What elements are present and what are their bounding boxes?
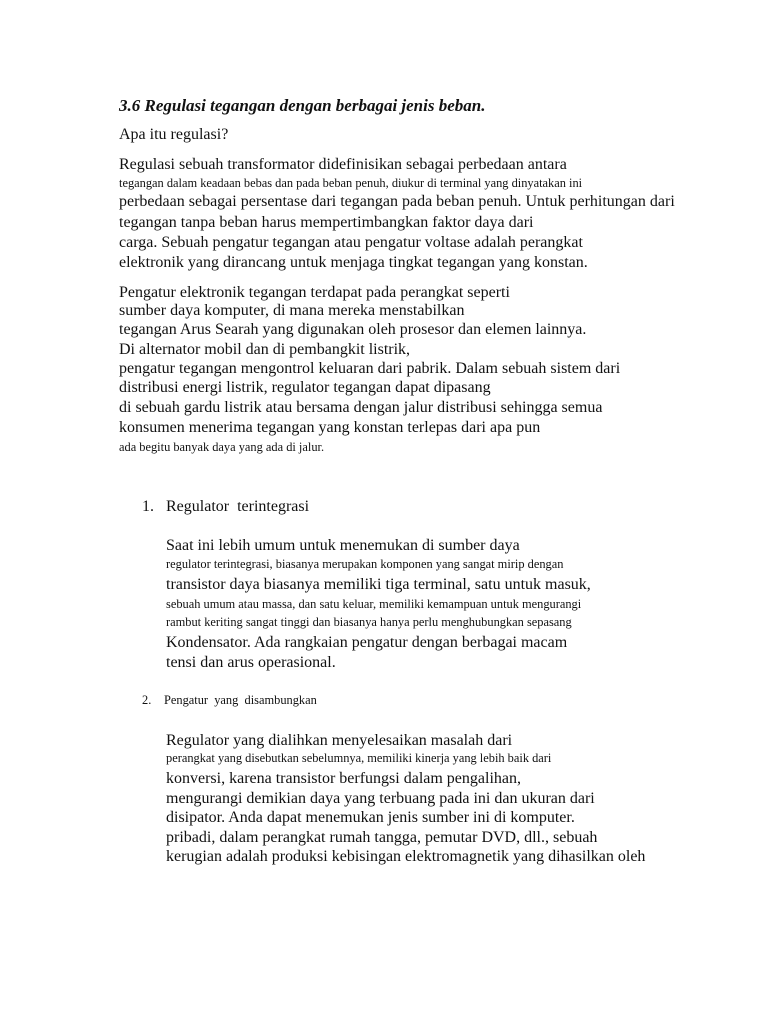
paragraph-1-line: Regulasi sebuah transformator didefinisikan sebagai perbedaan antara	[119, 156, 567, 173]
question-line: Apa itu regulasi?	[119, 126, 229, 143]
list-item-1-line: regulator terintegrasi, biasanya merupakan komponen yang sangat mirip dengan	[166, 557, 564, 571]
list-item-1-line: transistor daya biasanya memiliki tiga terminal, satu untuk masuk,	[166, 576, 591, 593]
list-item-1-number: 1.	[142, 498, 154, 515]
paragraph-2-line: Di alternator mobil dan di pembangkit listrik,	[119, 341, 411, 358]
list-item-1-line: rambut keriting sangat tinggi dan biasanya hanya perlu menghubungkan sepasang	[166, 615, 572, 629]
list-item-1-line: Saat ini lebih umum untuk menemukan di sumber daya	[166, 537, 520, 554]
list-item-1-title: Regulator terintegrasi	[166, 498, 310, 515]
paragraph-2-line: ada begitu banyak daya yang ada di jalur.	[119, 440, 325, 454]
paragraph-2-line: di sebuah gardu listrik atau bersama dengan jalur distribusi sehingga semua	[119, 399, 603, 416]
paragraph-1-line: tegangan tanpa beban harus mempertimbangkan faktor daya dari	[119, 214, 534, 231]
paragraph-2-line: pengatur tegangan mengontrol keluaran dari pabrik. Dalam sebuah sistem dari	[119, 360, 621, 377]
paragraph-1-line: elektronik yang dirancang untuk menjaga tingkat tegangan yang konstan.	[119, 254, 588, 271]
paragraph-2-line: konsumen menerima tegangan yang konstan terlepas dari apa pun	[119, 419, 541, 436]
list-item-2-title: Pengatur yang disambungkan	[164, 693, 317, 707]
list-item-2-line: perangkat yang disebutkan sebelumnya, memiliki kinerja yang lebih baik dari	[166, 751, 552, 765]
list-item-1-line: sebuah umum atau massa, dan satu keluar, memiliki kemampuan untuk mengurangi	[166, 597, 582, 611]
paragraph-2-line: sumber daya komputer, di mana mereka menstabilkan	[119, 302, 465, 319]
paragraph-2-line: tegangan Arus Searah yang digunakan oleh prosesor dan elemen lainnya.	[119, 321, 587, 338]
list-item-2-line: pribadi, dalam perangkat rumah tangga, pemutar DVD, dll., sebuah	[166, 829, 598, 846]
list-item-2-number: 2.	[142, 693, 152, 707]
section-heading: 3.6 Regulasi tegangan dengan berbagai jenis beban.	[119, 96, 486, 115]
list-item-2-line: konversi, karena transistor berfungsi dalam pengalihan,	[166, 770, 521, 787]
list-item-2-line: mengurangi demikian daya yang terbuang pada ini dan ukuran dari	[166, 790, 595, 807]
paragraph-1-line: tegangan dalam keadaan bebas dan pada beban penuh, diukur di terminal yang dinyatakan ini	[119, 176, 583, 190]
paragraph-2-line: distribusi energi listrik, regulator tegangan dapat dipasang	[119, 379, 491, 396]
paragraph-1-line: carga. Sebuah pengatur tegangan atau pengatur voltase adalah perangkat	[119, 234, 583, 251]
list-item-2-line: kerugian adalah produksi kebisingan elektromagnetik yang dihasilkan oleh	[166, 848, 646, 865]
list-item-2-line: disipator. Anda dapat menemukan jenis sumber ini di komputer.	[166, 809, 575, 826]
paragraph-1-line: perbedaan sebagai persentase dari tegangan pada beban penuh. Untuk perhitungan dari	[119, 193, 675, 210]
list-item-2-line: Regulator yang dialihkan menyelesaikan masalah dari	[166, 732, 513, 749]
list-item-1-line: Kondensator. Ada rangkaian pengatur dengan berbagai macam	[166, 634, 568, 651]
list-item-1-line: tensi dan arus operasional.	[166, 654, 336, 671]
paragraph-2-line: Pengatur elektronik tegangan terdapat pada perangkat seperti	[119, 284, 510, 301]
